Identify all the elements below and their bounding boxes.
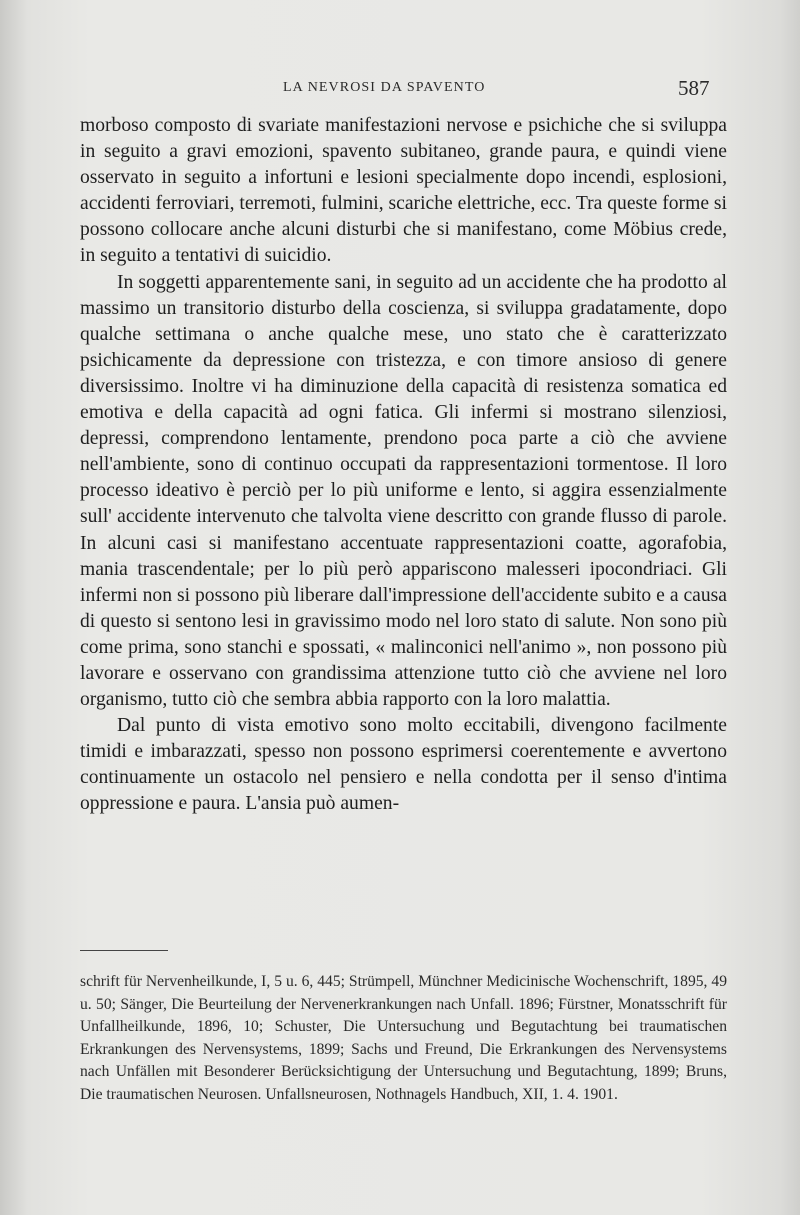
- body-text: [80, 113, 727, 818]
- running-title: LA NEVROSI DA SPAVENTO: [283, 80, 486, 95]
- footnote-text: schrift für Nervenheilkunde, I, 5 u. 6, 445; Strümpell, Münchner Medicinische Wochenschrift, 1895, 49 u. 50; Sänger, Die Beurteilung der Nervenerkrankungen nach Unfall. 1896; Fürstner, Monatsschrift für Unfallheilkunde, 1896, 10; Schuster, Die Untersuchung und Begutachtung bei traumatischen Erkrankungen des Nervensystems, 1899; Sachs und Freund, Die Erkrankungen des Nervensystems nach Unfällen mit Besonderer Berücksichtigung der Untersuchung und Begutachtung, 1899; Bruns, Die traumatischen Neurosen. Unfallsneurosen, Nothnagels Handbuch, XII, 1. 4. 1901.: [80, 973, 727, 1103]
- footnote-divider: [80, 950, 168, 951]
- page-number: 587: [678, 76, 710, 100]
- footnote: [80, 971, 727, 1106]
- page-header: [0, 76, 800, 100]
- paragraph-3: Dal punto di vista emotivo sono molto eccitabili, divengono facilmente timidi e imbarazzati, spesso non possono esprimersi coerentemente e avvertono continuamente un ostacolo nel pensiero e nella condotta per il senso d'intima oppressione e paura. L'ansia può aumen-: [80, 715, 727, 815]
- paragraph-2: In soggetti apparentemente sani, in seguito ad un accidente che ha prodotto al massimo un transitorio disturbo della coscienza, si sviluppa gradatamente, dopo qualche settimana o anche qualche mese, uno stato che è caratterizzato psichicamente da depressione con tristezza, e con timore ansioso di genere diversissimo. Inoltre vi ha diminuzione della capacità di resistenza somatica ed emotiva e della capacità ad ogni fatica. Gli infermi si mostrano silenziosi, depressi, comprendono lentamente, prendono poca parte a ciò che avviene nell'ambiente, sono di continuo occupati da rappresentazioni tormentose. Il loro processo ideativo è perciò per lo più uniforme e lento, si aggira essenzialmente sull' accidente intervenuto che talvolta viene descritto con grande flusso di parole. In alcuni casi si manifestano accentuate rappresentazioni coatte, agorafobia, mania trascendentale; per lo più però appariscono malesseri ipocondriaci. Gli infermi non si possono più liberare dall'impressione dell'accidente subito e a causa di questo si sentono lesi in gravissimo modo nel loro stato di salute. Non sono più come prima, sono stanchi e spossati, « malinconici nell'animo », non possono più lavorare e osservano con grandissima attenzione tutto ciò che avviene nel loro organismo, tutto ciò che sembra abbia rapporto con la loro malattia.: [80, 271, 727, 711]
- paragraph-1: morboso composto di svariate manifestazioni nervose e psichiche che si sviluppa in seguito a gravi emozioni, spavento subitaneo, grande paura, e quindi viene osservato in seguito a infortuni e lesioni specialmente dopo incendi, esplosioni, accidenti ferroviari, terremoti, fulmini, scariche elettriche, ecc. Tra queste forme si possono collocare anche alcuni disturbi che si manifestano, come Möbius crede, in seguito a tentativi di suicidio.: [80, 115, 727, 267]
